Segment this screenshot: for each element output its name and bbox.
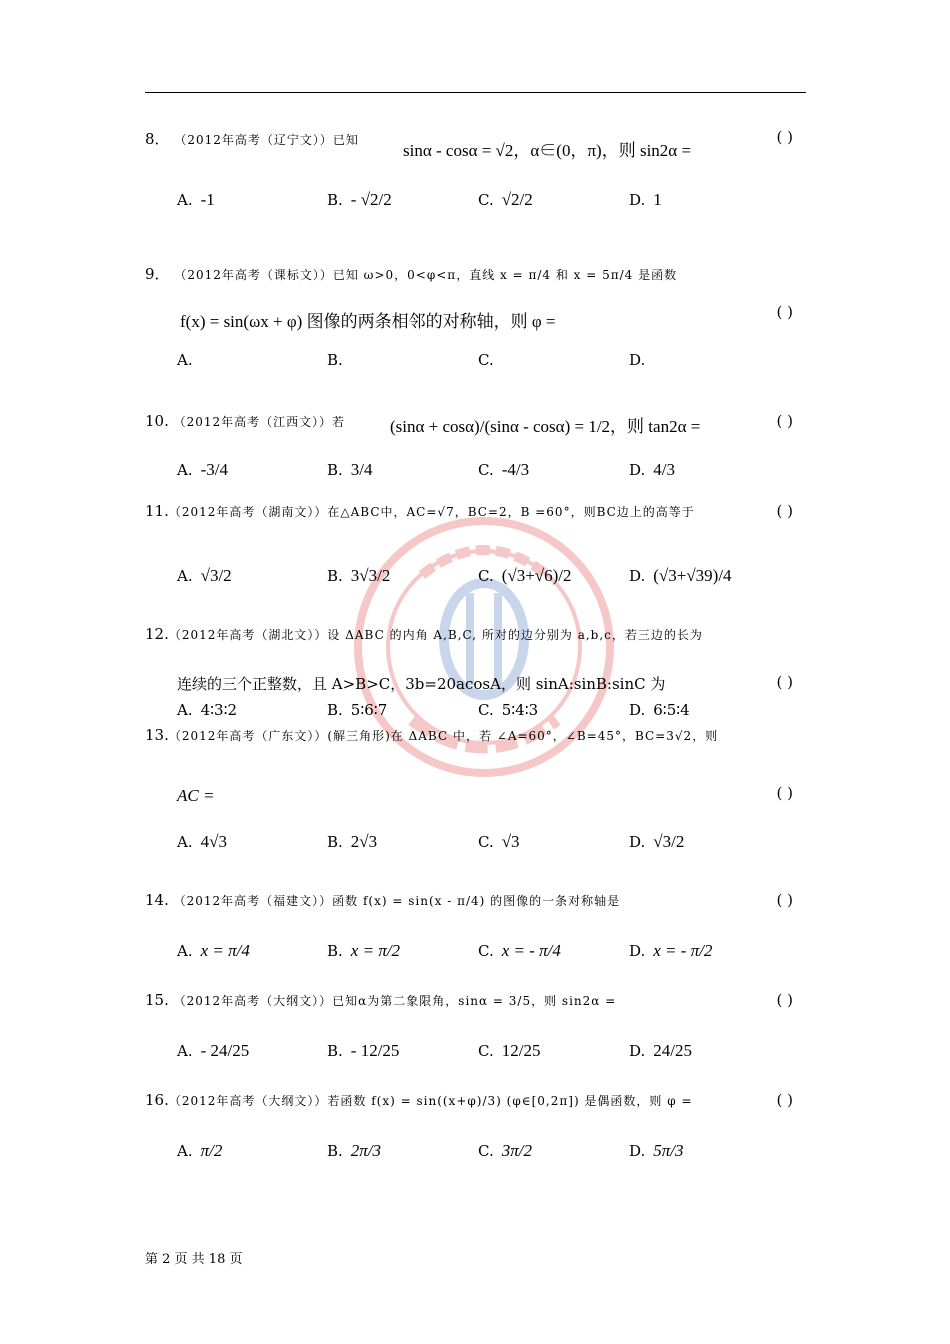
q16-number: 16. <box>145 1091 169 1109</box>
q15-number: 15. <box>145 991 169 1009</box>
q14-option-c: C. x = - π/4 <box>478 941 561 960</box>
q14-answer-blank: ( ) <box>776 891 793 909</box>
question-15 <box>145 991 807 1060</box>
q11-source: （2012年高考（湖南文））在△ABC中，AC=√7，BC=2，B =60°，则BC边上的高等于 <box>168 505 695 519</box>
header-rule <box>145 92 806 93</box>
q15-option-b: B. - 12/25 <box>327 1041 400 1060</box>
q8-answer-blank: ( ) <box>776 128 793 146</box>
q15-source: （2012年高考（大纲文））已知α为第二象限角，sinα = 3/5，则 sin2α = <box>173 994 617 1008</box>
q12-option-b: B. 5∶6∶7 <box>327 701 388 719</box>
q14-source: （2012年高考（福建文））函数 f(x) = sin(x - π/4) 的图像的一条对称轴是 <box>173 894 621 908</box>
q9-line2: f(x) = sin(ωx + φ) 图像的两条相邻的对称轴，则 φ = <box>180 312 556 331</box>
q15-option-c: C. 12/25 <box>478 1041 541 1060</box>
q16-option-a: A. π/2 <box>177 1141 223 1160</box>
q8-source: （2012年高考（辽宁文））已知 <box>174 133 359 147</box>
q8-option-a: A. -1 <box>177 190 215 209</box>
q10-option-a: A. -3/4 <box>177 460 228 479</box>
q9-answer-blank: ( ) <box>776 303 793 321</box>
page-footer: 第 2 页 共 18 页 <box>145 1252 243 1267</box>
q15-option-a: A. - 24/25 <box>177 1041 250 1060</box>
q16-option-d: D. 5π/3 <box>629 1141 684 1160</box>
q16-answer-blank: ( ) <box>776 1091 793 1109</box>
q13-option-c: C. √3 <box>478 832 520 851</box>
q12-option-a: A. 4∶3∶2 <box>177 701 238 719</box>
question-14 <box>145 891 807 960</box>
q11-option-b: B. 3√3/2 <box>327 566 391 585</box>
q13-answer-blank: ( ) <box>776 784 793 802</box>
question-8 <box>145 128 807 209</box>
q15-option-d: D. 24/25 <box>629 1041 692 1060</box>
q10-number: 10. <box>145 412 169 430</box>
q8-option-b: B. - √2/2 <box>327 190 392 209</box>
q14-number: 14. <box>145 891 169 909</box>
question-12 <box>145 625 807 719</box>
q9-option-a: A. <box>177 351 193 369</box>
q14-option-b: B. x = π/2 <box>327 941 401 960</box>
q13-number: 13. <box>145 726 169 744</box>
q10-option-b: B. 3/4 <box>327 460 373 479</box>
q11-option-d: D. (√3+√39)/4 <box>629 566 732 585</box>
question-16 <box>145 1091 807 1160</box>
q10-option-c: C. -4/3 <box>478 460 530 479</box>
question-11 <box>145 502 807 585</box>
q11-option-a: A. √3/2 <box>177 566 232 585</box>
q16-option-b: B. 2π/3 <box>327 1141 382 1160</box>
q12-source: （2012年高考（湖北文））设 ΔABC 的内角 A,B,C, 所对的边分别为 a,b,c，若三边的长为 <box>168 628 703 642</box>
q12-option-d: D. 6∶5∶4 <box>629 701 690 719</box>
q12-number: 12. <box>145 625 169 643</box>
q8-option-d: D. 1 <box>629 190 662 209</box>
q13-option-d: D. √3/2 <box>629 832 685 851</box>
q11-number: 11. <box>145 502 169 520</box>
q10-option-d: D. 4/3 <box>629 460 675 479</box>
q10-answer-blank: ( ) <box>776 412 793 430</box>
q12-option-c: C. 5∶4∶3 <box>478 701 539 719</box>
q14-option-d: D. x = - π/2 <box>629 941 713 960</box>
q16-option-c: C. 3π/2 <box>478 1141 532 1160</box>
q13-line2: AC = <box>177 786 215 805</box>
q8-expression: sinα - cosα = √2，α∈(0，π)，则 sin2α = <box>403 141 692 160</box>
question-13 <box>145 726 807 851</box>
q11-option-c: C. (√3+√6)/2 <box>478 566 572 585</box>
question-9 <box>145 263 807 369</box>
q12-answer-blank: ( ) <box>776 673 793 691</box>
q9-option-d: D. <box>629 351 646 369</box>
q9-number: 9． <box>145 265 170 283</box>
q9-option-b: B. <box>327 351 343 369</box>
q10-source: （2012年高考（江西文））若 <box>173 415 346 429</box>
q13-option-a: A. 4√3 <box>177 832 227 851</box>
q8-number: 8． <box>145 130 170 148</box>
q9-source: （2012年高考（课标文））已知 ω>0，0<φ<π，直线 x = π/4 和 x = 5π/4 是函数 <box>174 268 678 282</box>
q15-answer-blank: ( ) <box>776 991 793 1009</box>
q11-answer-blank: ( ) <box>776 502 793 520</box>
q8-option-c: C. √2/2 <box>478 190 533 209</box>
q13-option-b: B. 2√3 <box>327 832 378 851</box>
q12-line2: 连续的三个正整数，且 A>B>C，3b=20acosA，则 sinA:sinB:sinC 为 <box>177 675 666 693</box>
q16-source: （2012年高考（大纲文））若函数 f(x) = sin((x+φ)/3) (φ∈[0,2π]) 是偶函数，则 φ = <box>168 1094 693 1108</box>
q9-option-c: C. <box>478 351 494 369</box>
q13-source: （2012年高考（广东文））(解三角形)在 ΔABC 中，若 ∠A=60°，∠B=45°，BC=3√2，则 <box>168 729 719 743</box>
question-10 <box>145 412 807 479</box>
q10-expression: (sinα + cosα)/(sinα - cosα) = 1/2，则 tan2α = <box>390 417 701 436</box>
q14-option-a: A. x = π/4 <box>177 941 250 960</box>
